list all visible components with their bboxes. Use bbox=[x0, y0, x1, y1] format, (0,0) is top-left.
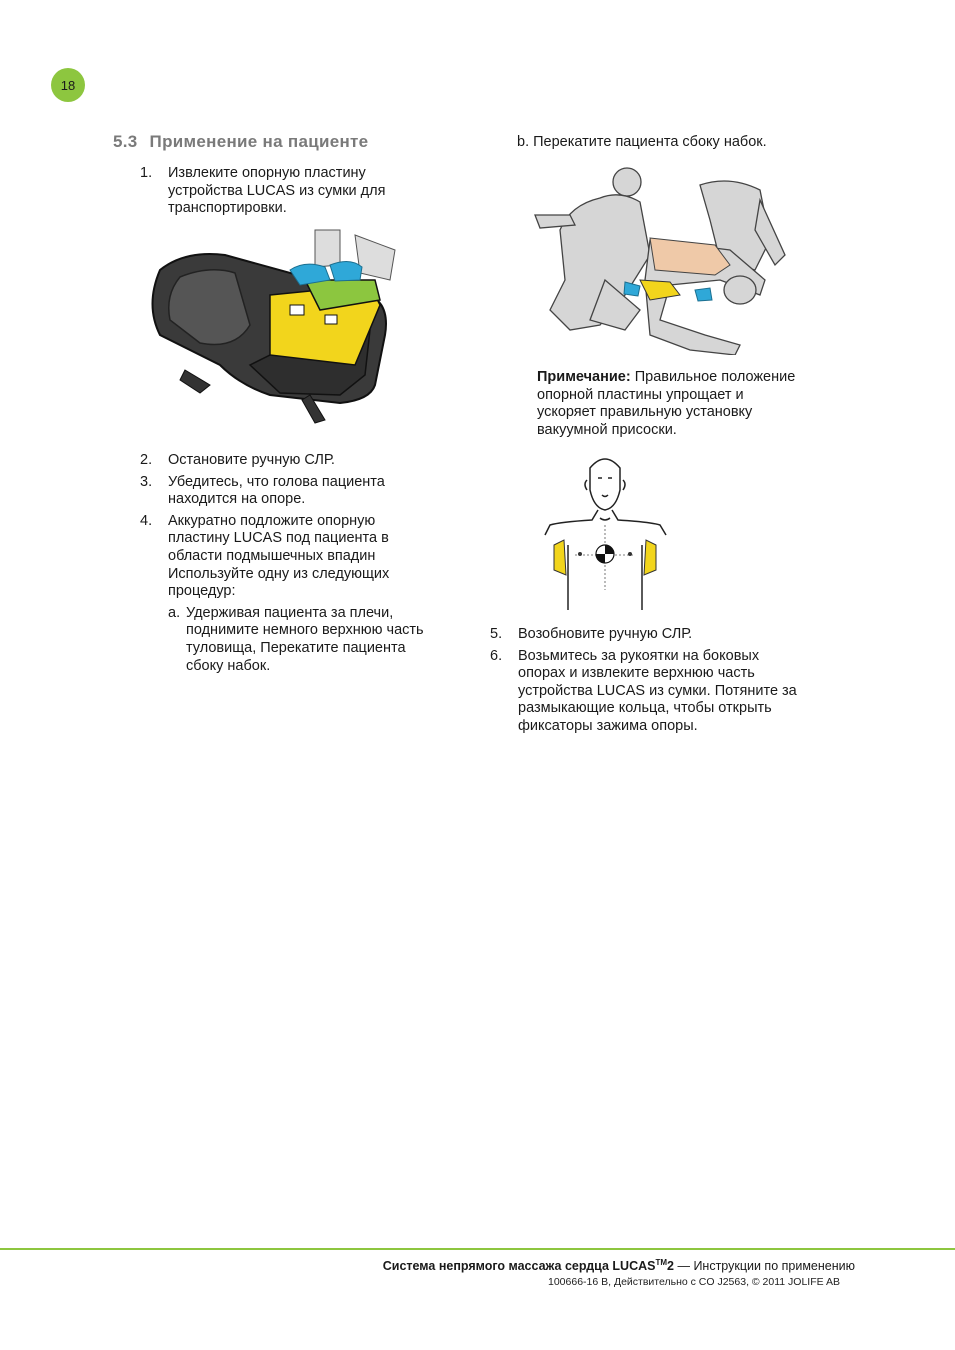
step-number: 5. bbox=[490, 626, 503, 642]
step-text: Остановите ручную СЛР. bbox=[168, 452, 335, 468]
bag-illustration bbox=[140, 225, 400, 425]
step-number: 3. bbox=[140, 473, 153, 490]
step-text: Удерживая пациента за плечи, поднимите немного верхнюю часть туловища, Перекатите пациента сбоку набок. bbox=[186, 604, 424, 674]
section-heading bbox=[113, 132, 368, 152]
step-item-5 bbox=[490, 626, 810, 644]
step-list-bottom-right bbox=[490, 626, 810, 740]
footer-subtitle: — Инструкции по применению bbox=[677, 1259, 855, 1274]
note-block bbox=[537, 369, 797, 439]
patient-roll-illustration bbox=[530, 160, 790, 355]
step-letter: b. bbox=[517, 134, 530, 150]
chest-position-diagram bbox=[540, 450, 670, 615]
footer-version: 2 bbox=[667, 1259, 674, 1274]
footer-product: Система непрямого массажа сердца LUCAS bbox=[382, 1259, 656, 1274]
step-item-3 bbox=[140, 474, 430, 509]
step-item-4 bbox=[140, 513, 430, 601]
step-item-4b bbox=[517, 134, 810, 152]
step-text: Возобновите ручную СЛР. bbox=[518, 626, 693, 642]
step-number: 6. bbox=[490, 647, 503, 664]
note-text: Правильное положение опорной пластины упрощает и ускоряет правильную установку вакуумной присоски. bbox=[537, 369, 796, 438]
step-list-top-left bbox=[140, 165, 430, 222]
step-item-1 bbox=[140, 165, 430, 218]
footer-doc-id: 100666-16 B, Действительно с CO J2563, © 2011 JOLIFE AB bbox=[548, 1276, 840, 1288]
step-number: 2. bbox=[140, 452, 153, 468]
step-text: Перекатите пациента сбоку набок. bbox=[533, 134, 767, 150]
footer-title bbox=[383, 1258, 855, 1273]
step-letter: a. bbox=[168, 604, 181, 621]
step-text: Убедитесь, что голова пациента находится на опоре. bbox=[168, 473, 385, 508]
step-item-2 bbox=[140, 452, 430, 470]
step-number: 1. bbox=[140, 165, 153, 181]
step-text: Аккуратно подложите опорную пластину LUCAS под пациента в области подмышечных впадин Используйте одну из следующих процедур: bbox=[168, 512, 390, 600]
step-list-bottom-left bbox=[140, 452, 430, 675]
section-number: 5.3 bbox=[113, 132, 138, 151]
step-list-top-right bbox=[490, 134, 810, 156]
footer-divider bbox=[0, 1248, 955, 1250]
footer-tm: TM bbox=[655, 1258, 668, 1267]
step-text: Извлеките опорную пластину устройства LUCAS из сумки для транспортировки. bbox=[168, 165, 386, 217]
step-text: Возьмитесь за рукоятки на боковых опорах и извлеките верхнюю часть устройства LUCAS из сумки. Потяните за размыкающие кольца, чтобы открыть фиксаторы зажима опоры. bbox=[518, 647, 797, 734]
section-title: Применение на пациенте bbox=[149, 132, 369, 151]
note-label: Примечание: bbox=[537, 369, 631, 385]
step-item-6 bbox=[490, 648, 810, 736]
step-number: 4. bbox=[140, 512, 153, 529]
step-item-4a bbox=[168, 605, 430, 675]
page-number-badge: 18 bbox=[51, 68, 85, 102]
